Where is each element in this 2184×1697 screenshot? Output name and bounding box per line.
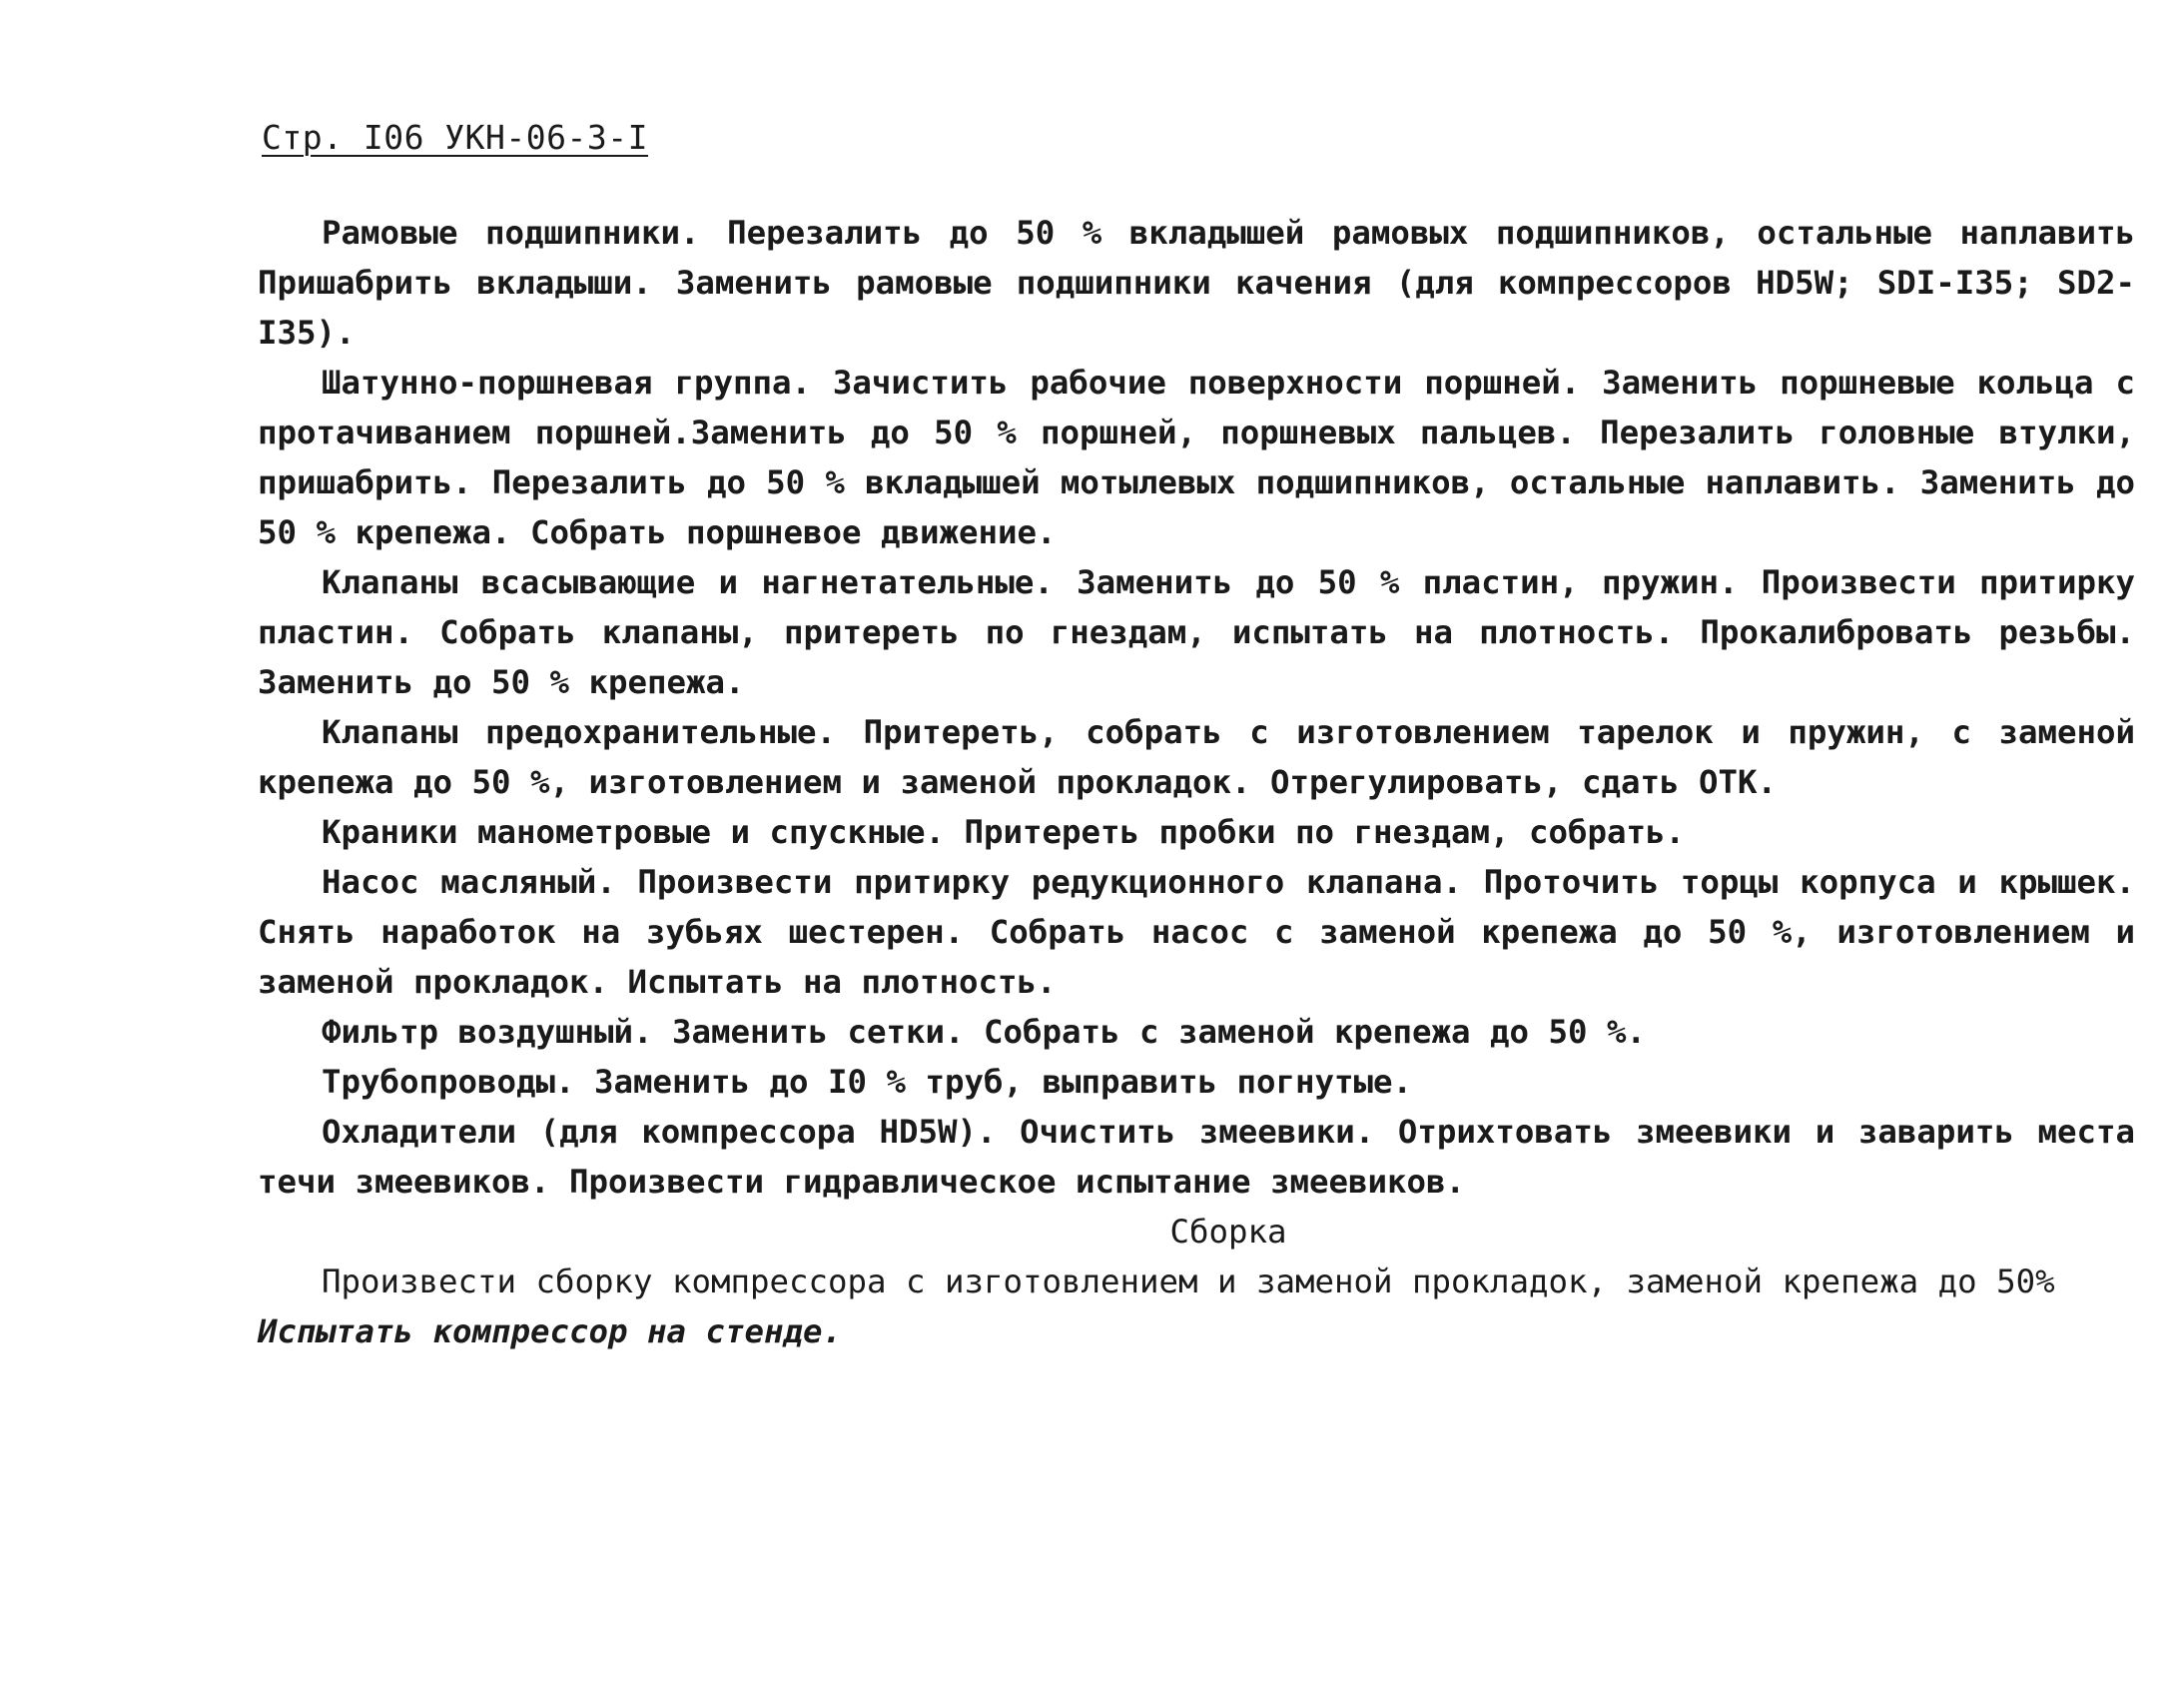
page-reference: Стр. I06 УКН-06-3-I [262, 118, 648, 157]
paragraph-gauge-drain-cocks: Краники манометровые и спускные. Притереть пробки по гнездам, собрать. [322, 813, 1686, 851]
paragraph-oil-pump: Насос масляный. Произвести притирку редукционного клапана. Проточить торцы корпуса и крышек. Снять наработок на зубьях шестерен. Собрать насос с заменой крепежа до 50 %, изготовлением и заменой прокладок. Испытать на плотность. [258, 863, 2135, 1001]
paragraph-connecting-rod-piston: Шатунно-поршневая группа. Зачистить рабочие поверхности поршней. Заменить поршневые кольца с протачиванием поршней.Заменить до 50 % поршней, поршневых пальцев. Перезалить головные втулки, пришабрить. Перезалить до 50 % вкладышей мотылевых подшипников, остальные наплавить. Заменить до 50 % крепежа. Собрать поршневое движение. [258, 364, 2135, 551]
paragraph-safety-valves: Клапаны предохранительные. Притереть, собрать с изготовлением тарелок и пружин, с заменой крепежа до 50 %, изготовлением и заменой прокладок. Отрегулировать, сдать ОТК. [258, 713, 2135, 801]
paragraph-test-stand: Испытать компрессор на стенде. [258, 1312, 843, 1350]
paragraph-coolers: Охладители (для компрессора НD5W). Очистить змеевики. Отрихтовать змеевики и заварить места течи змеевиков. Произвести гидравлическое испытание змеевиков. [258, 1113, 2135, 1201]
paragraph-assembly: Произвести сборку компрессора с изготовлением и заменой прокладок, заменой крепежа до 50% [322, 1263, 2055, 1300]
paragraph-suction-discharge-valves: Клапаны всасывающие и нагнетательные. Заменить до 50 % пластин, пружин. Произвести притирку пластин. Собрать клапаны, притереть по гнездам, испытать на плотность. Прокалибровать резьбы. Заменить до 50 % крепежа. [258, 563, 2135, 701]
section-title-assembly: Сборка [1169, 1213, 1287, 1251]
paragraph-main-bearings: Рамовые подшипники. Перезалить до 50 % вкладышей рамовых подшипников, остальные наплавить Пришабрить вкладыши. Заменить рамовые подшипники качения (для компрессоров НD5W; SDI-I35; SD2-I35). [258, 214, 2135, 352]
paragraph-air-filter: Фильтр воздушный. Заменить сетки. Собрать с заменой крепежа до 50 %. [322, 1013, 1647, 1051]
document-body [258, 208, 2135, 1356]
paragraph-pipelines: Трубопроводы. Заменить до I0 % труб, выправить погнутые. [322, 1063, 1413, 1101]
